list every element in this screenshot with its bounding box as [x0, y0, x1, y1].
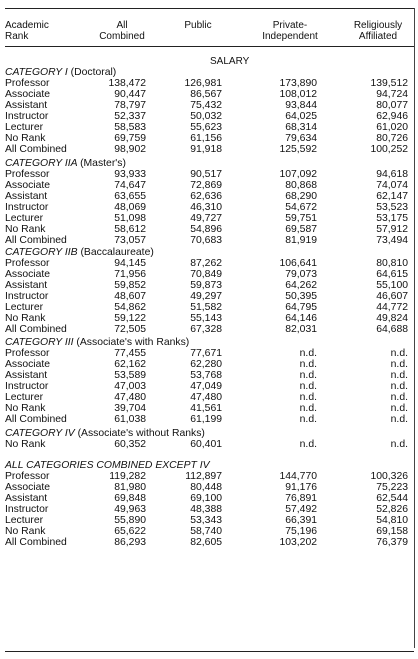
public-cell: 61,199: [190, 414, 222, 425]
category-heading: [5, 428, 410, 439]
private-independent-cell: 93,844: [285, 100, 317, 111]
header-rule: [5, 46, 414, 47]
private-independent-cell: n.d.: [299, 359, 317, 370]
private-independent-cell: 68,290: [285, 191, 317, 202]
table-row: [5, 392, 410, 403]
public-cell: 41,561: [190, 403, 222, 414]
all-combined-cell: 48,069: [114, 202, 146, 213]
religiously-affiliated-cell: 53,175: [376, 213, 408, 224]
rank-cell: Instructor: [5, 291, 49, 302]
public-cell: 91,918: [190, 144, 222, 155]
salary-table-page: Academic Rank All Combined Public Private- Independent Religiously Affiliated SALARY CATEGORY I (Doctoral) Professor 138,472 126,981 173,890 139,512 Associate 90,447 86,567 108,012 94,724 Assistant 78,797 75,432 93,844 80,077 Instructor 52,337 50,032 64,025 62,946 Lecturer 58,583 55,623 68,314 61,020 No Rank 69,759 61,156 79,634 80,726 All Combined 98,902 91,918 125,592 100,252 CATEGORY IIA (Master's) Professor 93,933 90,517 107,092 94,618 Associate 74,647 72,869 80,868 74,074 Assistant 63,655 62,636 68,290 62,147 Instructor 48,069 46,310 54,672 53,523 Lecturer 51,098 49,727 59,751 53,175 No Rank 58,612 54,896 69,587 57,912 All Combined 73,057 70,683 81,919 73,494 CATEGORY IIB (Baccalaureate) Professor 94,145 87,262 106,641 80,810 Associate 71,956 70,849 79,073 64,615 Assistant 59,852 59,873 64,262 55,100 Instructor 48,607 49,297 50,395 46,607 Lecturer 54,862 51,582 64,795 44,772 No Rank 59,122 55,143 64,146 49,824 All Combined 72,505 67,328 82,031 64,688 CATEGORY III (Associate's with Ranks) Professor 77,455 77,671 n.d. n.d. Associate 62,162 62,280 n.d. n.d. Assistant 53,589 53,768 n.d. n.d. Instructor 47,003 47,049 n.d. n.d. Lecturer 47,480 47,480 n.d. n.d. No Rank 39,704 41,561 n.d. n.d. All Combined 61,038 61,199 n.d. n.d. CATEGORY IV (Associate's without Ranks) No Rank 60,352 60,401 n.d. n.d. ALL CATEGORIES COMBINED EXCEPT IV Professor 119,282 112,897 144,770 100,326 Associate 81,980 80,448 91,176 75,223 Assistant 69,848 69,100 76,891 62,544 Instructor 49,963 48,388 57,492 52,826 Lecturer 55,890 53,343 66,391 54,810 No Rank 65,622 58,740 75,196 69,158 All Combined 86,293 82,605 103,202 76,379: [0, 0, 418, 659]
all-combined-cell: 90,447: [114, 89, 146, 100]
table-row: [5, 359, 410, 370]
all-combined-cell: 39,704: [114, 403, 146, 414]
table-row: [5, 122, 410, 133]
private-independent-cell: n.d.: [299, 439, 317, 450]
rank-cell: No Rank: [5, 133, 46, 144]
all-combined-cell: 59,122: [114, 313, 146, 324]
all-combined-cell: 119,282: [109, 471, 146, 482]
religiously-affiliated-cell: 64,615: [376, 269, 408, 280]
public-cell: 58,740: [190, 526, 222, 537]
religiously-affiliated-cell: 64,688: [376, 324, 408, 335]
private-independent-cell: n.d.: [299, 381, 317, 392]
religiously-affiliated-cell: 46,607: [376, 291, 408, 302]
category-heading: [5, 247, 410, 258]
religiously-affiliated-cell: 62,147: [376, 191, 408, 202]
table-row: [5, 302, 410, 313]
table-row: [5, 348, 410, 359]
all-combined-cell: 94,145: [114, 258, 146, 269]
all-combined-cell: 51,098: [114, 213, 146, 224]
private-independent-cell: n.d.: [299, 348, 317, 359]
public-cell: 75,432: [190, 100, 222, 111]
religiously-affiliated-cell: 80,077: [376, 100, 408, 111]
rank-cell: Professor: [5, 348, 50, 359]
all-combined-cell: 58,612: [114, 224, 146, 235]
all-combined-cell: 52,337: [114, 111, 146, 122]
all-combined-cell: 61,038: [114, 414, 146, 425]
rank-cell: Lecturer: [5, 213, 44, 224]
rank-cell: All Combined: [5, 324, 67, 335]
public-cell: 82,605: [190, 537, 222, 548]
rank-cell: Assistant: [5, 191, 48, 202]
religiously-affiliated-cell: 76,379: [376, 537, 408, 548]
private-independent-cell: 64,025: [285, 111, 317, 122]
rank-cell: Lecturer: [5, 302, 44, 313]
table-row: [5, 313, 410, 324]
public-cell: 62,636: [190, 191, 222, 202]
table-row: [5, 493, 410, 504]
category-subtitle: (Doctoral): [70, 67, 117, 78]
religiously-affiliated-cell: n.d.: [390, 348, 408, 359]
rank-cell: Assistant: [5, 493, 48, 504]
religiously-affiliated-cell: 52,826: [376, 504, 408, 515]
public-cell: 49,727: [190, 213, 222, 224]
all-combined-cell: 65,622: [114, 526, 146, 537]
all-combined-cell: 60,352: [114, 439, 146, 450]
religiously-affiliated-cell: 74,074: [376, 180, 408, 191]
table-row: [5, 526, 410, 537]
public-cell: 126,981: [184, 78, 222, 89]
religiously-affiliated-cell: 80,810: [376, 258, 408, 269]
public-cell: 50,032: [190, 111, 222, 122]
private-independent-cell: 76,891: [285, 493, 317, 504]
table-row: [5, 482, 410, 493]
public-cell: 53,343: [190, 515, 222, 526]
religiously-affiliated-cell: 69,158: [376, 526, 408, 537]
rank-cell: Associate: [5, 89, 51, 100]
rank-cell: All Combined: [5, 144, 67, 155]
public-cell: 49,297: [190, 291, 222, 302]
public-cell: 60,401: [190, 439, 222, 450]
private-independent-cell: n.d.: [299, 403, 317, 414]
religiously-affiliated-cell: 100,326: [370, 471, 408, 482]
religiously-affiliated-cell: 54,810: [376, 515, 408, 526]
all-combined-cell: 69,848: [114, 493, 146, 504]
public-cell: 69,100: [190, 493, 222, 504]
all-combined-cell: 47,480: [114, 392, 146, 403]
all-combined-cell: 59,852: [114, 280, 146, 291]
religiously-affiliated-cell: 100,252: [370, 144, 408, 155]
header-public: Public: [184, 20, 212, 31]
private-independent-cell: 103,202: [279, 537, 317, 548]
religiously-affiliated-cell: 44,772: [376, 302, 408, 313]
rank-cell: No Rank: [5, 403, 46, 414]
public-cell: 47,049: [190, 381, 222, 392]
private-independent-cell: 75,196: [285, 526, 317, 537]
rank-cell: Professor: [5, 169, 50, 180]
category-heading: [5, 337, 410, 348]
rank-cell: All Combined: [5, 235, 67, 246]
rank-cell: No Rank: [5, 439, 46, 450]
table-row: [5, 291, 410, 302]
category-heading: [5, 158, 410, 169]
public-cell: 53,768: [190, 370, 222, 381]
religiously-affiliated-cell: 80,726: [376, 133, 408, 144]
table-row: [5, 258, 410, 269]
rank-cell: All Combined: [5, 414, 67, 425]
category-heading: [5, 460, 410, 471]
religiously-affiliated-cell: 49,824: [376, 313, 408, 324]
all-combined-cell: 138,472: [108, 78, 146, 89]
public-cell: 72,869: [190, 180, 222, 191]
all-combined-cell: 62,162: [114, 359, 146, 370]
table-row: [5, 414, 410, 425]
religiously-affiliated-cell: 73,494: [376, 235, 408, 246]
table-row: [5, 224, 410, 235]
rank-cell: Associate: [5, 359, 51, 370]
private-independent-cell: 66,391: [285, 515, 317, 526]
category-heading: [5, 67, 410, 78]
top-rule: [5, 8, 414, 9]
religiously-affiliated-cell: 94,618: [376, 169, 408, 180]
all-combined-cell: 86,293: [114, 537, 146, 548]
private-independent-cell: 79,634: [285, 133, 317, 144]
all-combined-cell: 58,583: [114, 122, 146, 133]
all-combined-cell: 54,862: [114, 302, 146, 313]
religiously-affiliated-cell: 94,724: [376, 89, 408, 100]
public-cell: 51,582: [190, 302, 222, 313]
religiously-affiliated-cell: n.d.: [390, 403, 408, 414]
all-combined-cell: 73,057: [114, 235, 146, 246]
rank-cell: Professor: [5, 78, 50, 89]
private-independent-cell: 81,919: [285, 235, 317, 246]
table-row: [5, 191, 410, 202]
rank-cell: Lecturer: [5, 122, 44, 133]
public-cell: 112,897: [185, 471, 222, 482]
rank-cell: Instructor: [5, 381, 49, 392]
public-cell: 87,262: [190, 258, 222, 269]
rank-cell: Associate: [5, 180, 51, 191]
public-cell: 46,310: [190, 202, 222, 213]
all-combined-cell: 49,963: [114, 504, 146, 515]
table-row: [5, 100, 410, 111]
rank-cell: All Combined: [5, 537, 67, 548]
all-combined-cell: 71,956: [114, 269, 146, 280]
rank-cell: Lecturer: [5, 392, 44, 403]
table-row: [5, 280, 410, 291]
header-all-combined: All Combined: [99, 20, 145, 42]
private-independent-cell: 125,592: [279, 144, 317, 155]
religiously-affiliated-cell: 61,020: [376, 122, 408, 133]
public-cell: 86,567: [190, 89, 222, 100]
private-independent-cell: 79,073: [285, 269, 317, 280]
private-independent-cell: 80,868: [285, 180, 317, 191]
private-independent-cell: 173,890: [279, 78, 317, 89]
all-combined-cell: 53,589: [114, 370, 146, 381]
rank-cell: No Rank: [5, 224, 46, 235]
rank-cell: Associate: [5, 482, 51, 493]
rank-cell: Instructor: [5, 202, 49, 213]
religiously-affiliated-cell: 62,946: [376, 111, 408, 122]
category-subtitle: (Master's): [80, 158, 126, 169]
public-cell: 59,873: [190, 280, 222, 291]
public-cell: 70,683: [190, 235, 222, 246]
table-row: [5, 515, 410, 526]
all-combined-cell: 47,003: [114, 381, 146, 392]
religiously-affiliated-cell: 53,523: [376, 202, 408, 213]
table-row: [5, 269, 410, 280]
table-row: [5, 111, 410, 122]
category-subtitle: (Associate's without Ranks): [77, 428, 205, 439]
religiously-affiliated-cell: 75,223: [376, 482, 408, 493]
category-title: CATEGORY I: [5, 67, 68, 78]
private-independent-cell: 108,012: [279, 89, 317, 100]
private-independent-cell: 54,672: [285, 202, 317, 213]
private-independent-cell: 68,314: [285, 122, 317, 133]
all-combined-cell: 77,455: [114, 348, 146, 359]
table-row: [5, 439, 410, 450]
table-row: [5, 504, 410, 515]
religiously-affiliated-cell: n.d.: [390, 439, 408, 450]
all-combined-cell: 72,505: [114, 324, 146, 335]
private-independent-cell: 69,587: [285, 224, 317, 235]
religiously-affiliated-cell: n.d.: [390, 359, 408, 370]
rank-cell: Lecturer: [5, 515, 44, 526]
header-private-independent: Private- Independent: [262, 20, 318, 42]
public-cell: 77,671: [190, 348, 222, 359]
header-academic-rank: Academic Rank: [5, 20, 49, 42]
all-combined-cell: 48,607: [114, 291, 146, 302]
table-row: [5, 370, 410, 381]
public-cell: 62,280: [190, 359, 222, 370]
table-row: [5, 78, 410, 89]
rank-cell: Assistant: [5, 370, 48, 381]
all-combined-cell: 81,980: [114, 482, 146, 493]
table-row: [5, 169, 410, 180]
rank-cell: Assistant: [5, 100, 48, 111]
rank-cell: No Rank: [5, 313, 46, 324]
private-independent-cell: 91,176: [285, 482, 317, 493]
category-title: CATEGORY IIA: [5, 158, 78, 169]
public-cell: 48,388: [190, 504, 222, 515]
public-cell: 47,480: [190, 392, 222, 403]
category-subtitle: (Associate's with Ranks): [76, 337, 190, 348]
private-independent-cell: 64,795: [285, 302, 317, 313]
table-row: [5, 471, 410, 482]
religiously-affiliated-cell: n.d.: [390, 381, 408, 392]
category-title: CATEGORY IV: [5, 428, 75, 439]
public-cell: 70,849: [190, 269, 222, 280]
religiously-affiliated-cell: n.d.: [390, 392, 408, 403]
private-independent-cell: 64,146: [285, 313, 317, 324]
private-independent-cell: 144,770: [279, 471, 317, 482]
private-independent-cell: 64,262: [285, 280, 317, 291]
religiously-affiliated-cell: n.d.: [390, 414, 408, 425]
right-border-line: [414, 8, 415, 648]
public-cell: 80,448: [190, 482, 222, 493]
table-row: [5, 133, 410, 144]
religiously-affiliated-cell: 57,912: [376, 224, 408, 235]
rank-cell: Associate: [5, 269, 51, 280]
rank-cell: Instructor: [5, 504, 49, 515]
all-combined-cell: 93,933: [114, 169, 146, 180]
religiously-affiliated-cell: 55,100: [376, 280, 408, 291]
public-cell: 90,517: [190, 169, 222, 180]
table-row: [5, 324, 410, 335]
table-row: [5, 202, 410, 213]
public-cell: 55,143: [190, 313, 222, 324]
private-independent-cell: n.d.: [299, 392, 317, 403]
all-combined-cell: 78,797: [114, 100, 146, 111]
table-row: [5, 381, 410, 392]
private-independent-cell: 59,751: [285, 213, 317, 224]
public-cell: 61,156: [190, 133, 222, 144]
header-religiously-affiliated: Religiously Affiliated: [353, 20, 403, 42]
all-combined-cell: 74,647: [114, 180, 146, 191]
religiously-affiliated-cell: n.d.: [390, 370, 408, 381]
religiously-affiliated-cell: 139,512: [370, 78, 408, 89]
rank-cell: Assistant: [5, 280, 48, 291]
rank-cell: Instructor: [5, 111, 49, 122]
rank-cell: Professor: [5, 471, 50, 482]
religiously-affiliated-cell: 62,544: [376, 493, 408, 504]
table-row: [5, 537, 410, 548]
private-independent-cell: n.d.: [299, 414, 317, 425]
public-cell: 54,896: [190, 224, 222, 235]
category-title: ALL CATEGORIES COMBINED EXCEPT IV: [5, 460, 210, 471]
table-row: [5, 235, 410, 246]
table-row: [5, 403, 410, 414]
all-combined-cell: 98,902: [114, 144, 146, 155]
private-independent-cell: 106,641: [279, 258, 317, 269]
all-combined-cell: 69,759: [114, 133, 146, 144]
rank-cell: Professor: [5, 258, 50, 269]
table-row: [5, 144, 410, 155]
category-title: CATEGORY IIB: [5, 247, 78, 258]
private-independent-cell: 107,092: [279, 169, 317, 180]
public-cell: 67,328: [190, 324, 222, 335]
category-title: CATEGORY III: [5, 337, 74, 348]
table-row: [5, 180, 410, 191]
bottom-rule: [5, 651, 414, 652]
private-independent-cell: 50,395: [285, 291, 317, 302]
public-cell: 55,623: [190, 122, 222, 133]
private-independent-cell: 82,031: [285, 324, 317, 335]
all-combined-cell: 63,655: [114, 191, 146, 202]
table-row: [5, 89, 410, 100]
private-independent-cell: n.d.: [299, 370, 317, 381]
category-subtitle: (Baccalaureate): [80, 247, 154, 258]
table-row: [5, 213, 410, 224]
private-independent-cell: 57,492: [285, 504, 317, 515]
rank-cell: No Rank: [5, 526, 46, 537]
all-combined-cell: 55,890: [114, 515, 146, 526]
